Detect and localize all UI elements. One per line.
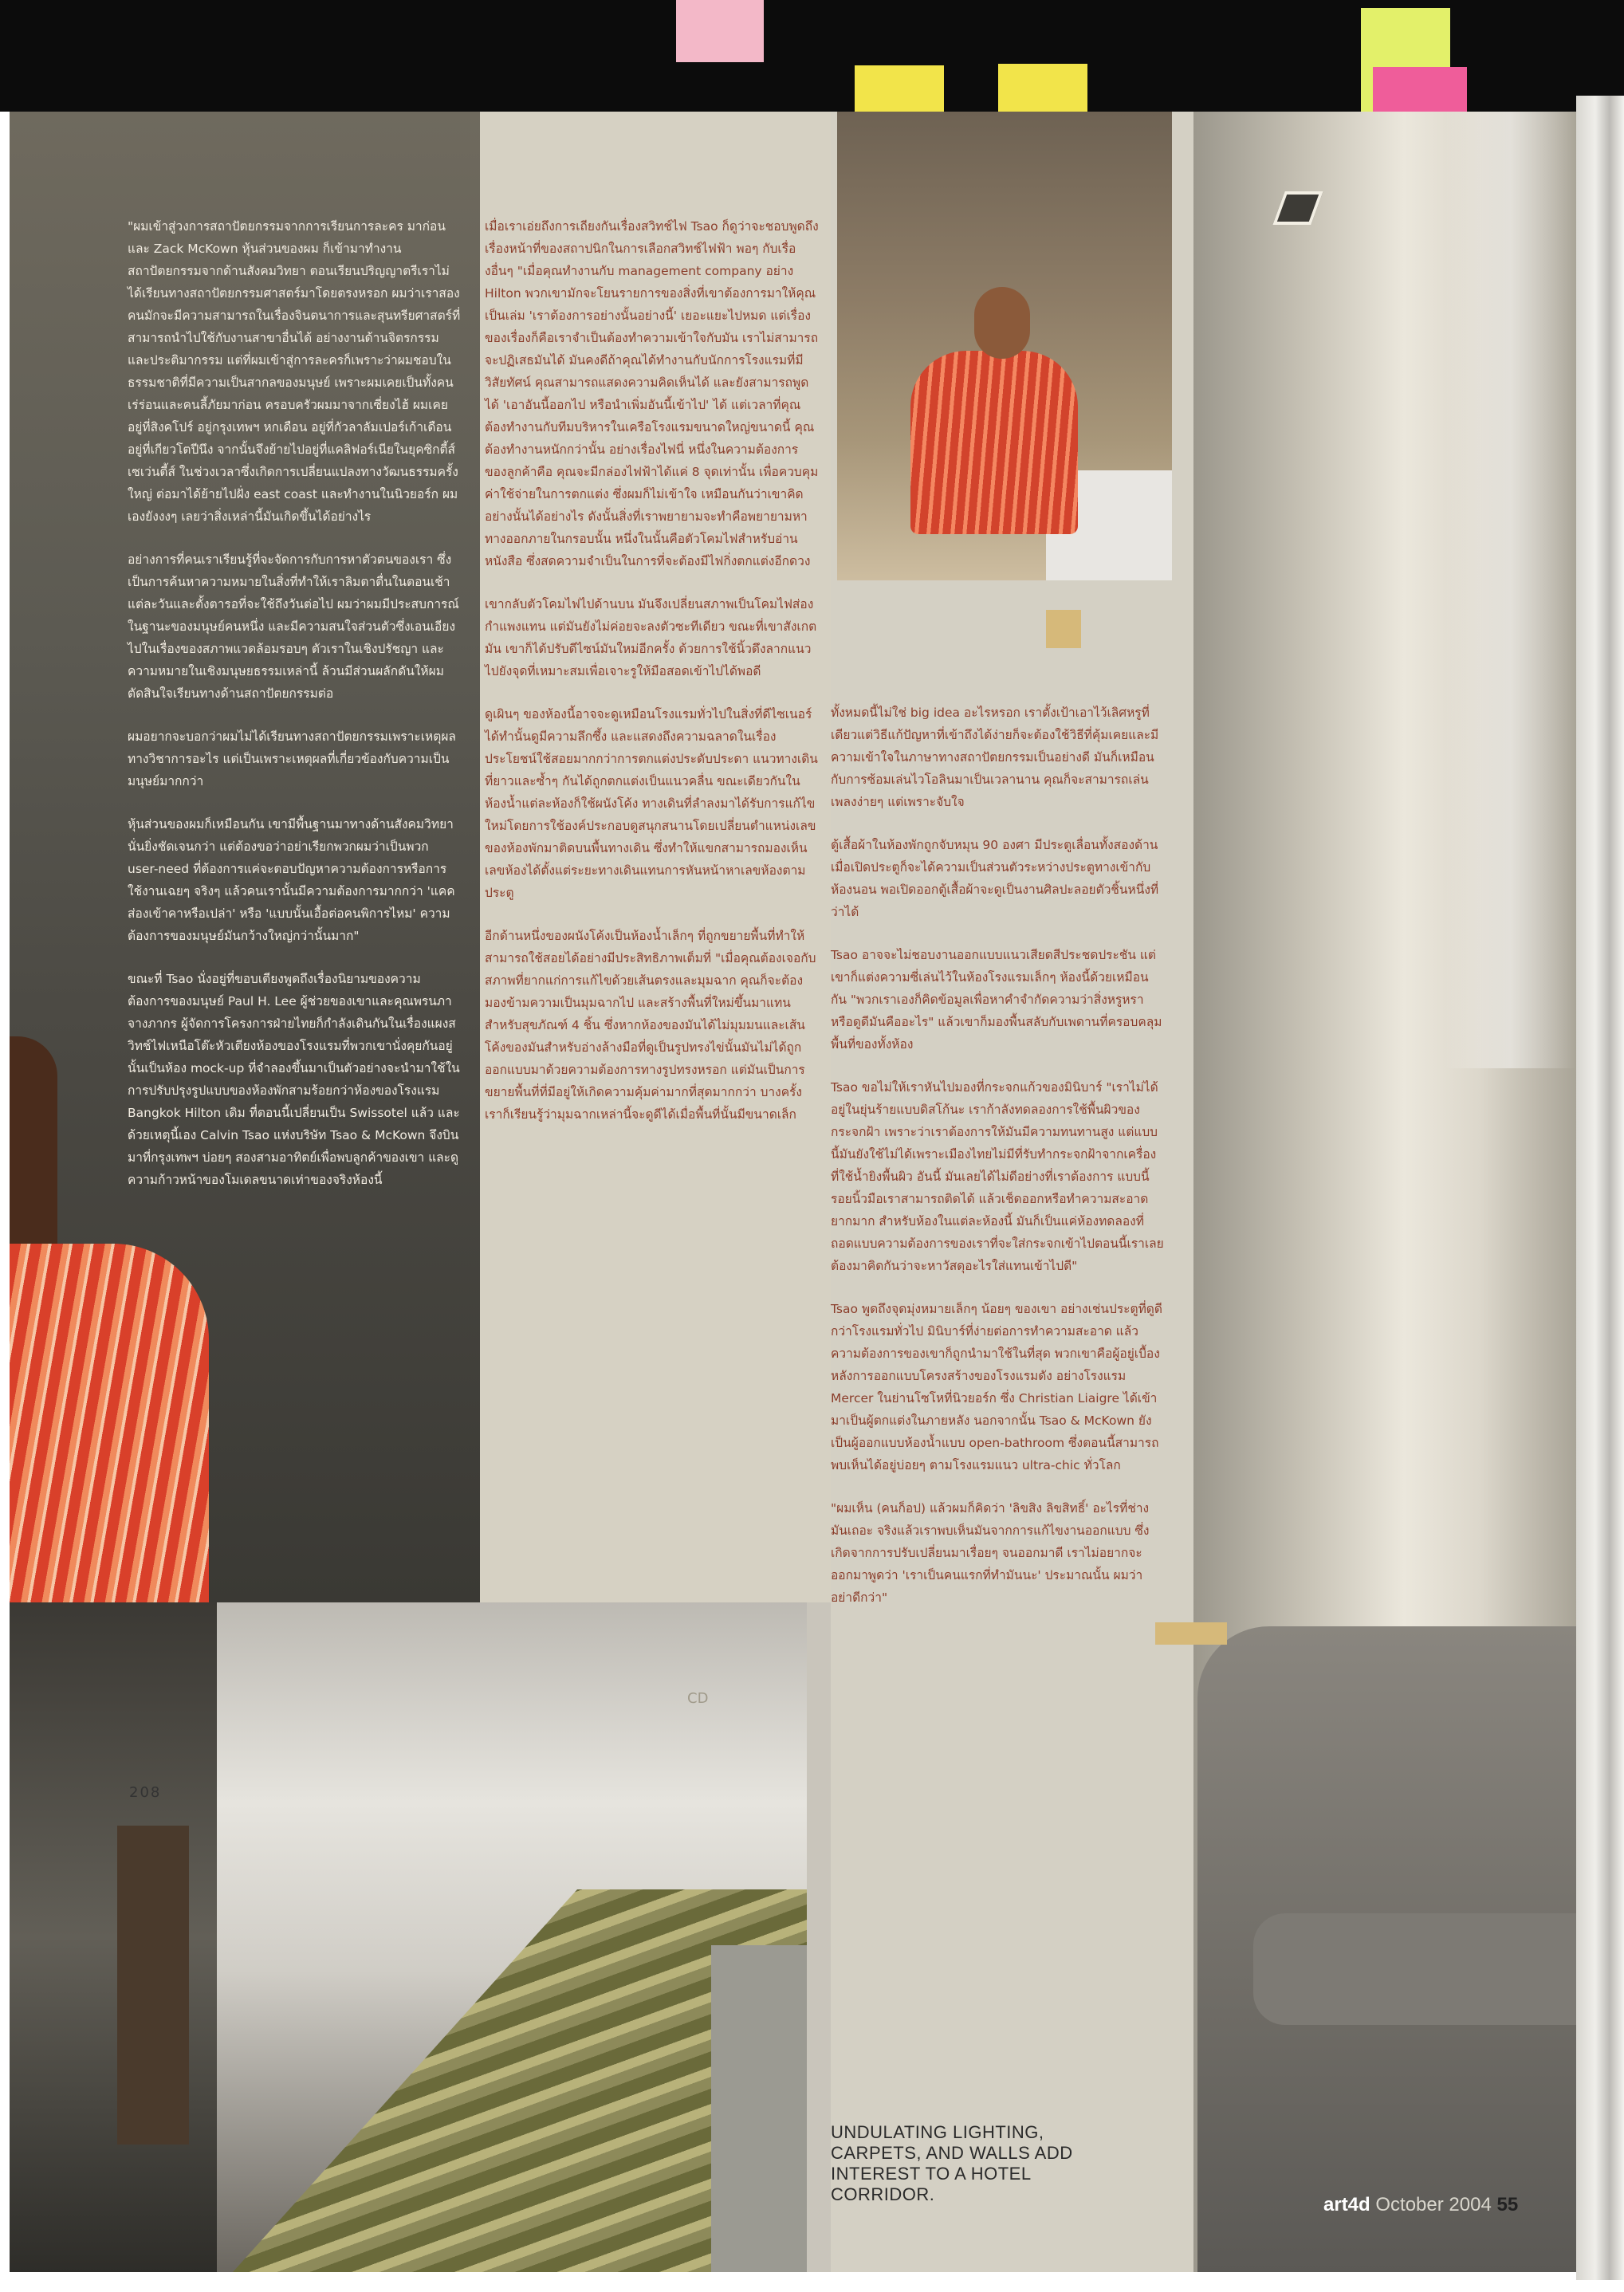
person-striped-shirt	[10, 1244, 209, 1602]
paragraph: Tsao พูดถึงจุดมุ่งหมายเล็กๆ น้อยๆ ของเขา อย่างเช่นประตูที่ดูดีกว่าโรงแรมทั่วไป มินิบาร์ที่ง่ายต่อการทำความสะอาด แล้วความต้องการของเขาก็ถูกนำมาใช้ในที่สุด พวกเขาคือผู้อยู่เบื้องหลังการออกแบบโครงสร้างของโรงแรมดัง อย่างโรงแรม Mercer ในย่านโซโหที่นิวยอร์ก ซึ่ง Christian Liaigre ได้เข้ามาเป็นผู้ตกแต่งในภายหลัง นอกจากนั้น Tsao & McKown ยังเป็นผู้ออกแบบห้องน้ำแบบ open-bathroom ซึ่งตอนนี้สามารถพบเห็นได้อยู่บ่อยๆ ตามโรงแรมแนว ultra-chic ทั่วโลก	[831, 1302, 1162, 1472]
article-column-1	[128, 215, 461, 1212]
photo-caption: UNDULATING LIGHTING, CARPETS, AND WALLS ADD INTEREST TO A HOTEL CORRIDOR.	[831, 2122, 1073, 2204]
paragraph: "ผมเข้าสู่วงการสถาปัตยกรรมจากการเรียนการละคร มาก่อน และ Zack McKown หุ้นส่วนของผม ก็เข้ามาทำงานสถาปัตยกรรมจากด้านสังคมวิทยา ตอนเรียนปริญญาตรีเราไม่ได้เรียนทางสถาปัตยกรรมศาสตร์มาโดยตรงหรอก ผมว่าเราสองคนมักจะมีความสามารถในเรื่องจินตนาการและสุนทรียศาสตร์ที่สามารถนำไปใช้กับงานสาขาอื่นได้ อย่างงานด้านจิตรกรรมและประติมากรรม แต่ที่ผมเข้าสู่การละครก็เพราะว่าผมชอบในธรรมชาติที่มีความเป็นสากลของมนุษย์ เพราะผมเคยเป็นทั้งคนเร่ร่อนและคนลี้ภัยมาก่อน ครอบครัวผมมาจากเซี่ยงไฮ้ ผมเคยอยู่ที่สิงคโปร์ อยู่กรุงเทพฯ หกเดือน อยู่ที่กัวลาลัมเปอร์เก้าเดือน อยู่ที่เกียวโตปีนึง จากนั้นจึงย้ายไปอยู่ที่แคลิฟอร์เนียในยุคซิกตี้ส์เซเว่นตี้ส์ ในช่วงเวลาซึ่งเกิดการเปลี่ยนแปลงทางวัฒนธรรมครั้งใหญ่ ต่อมาได้ย้ายไปฝั่ง east coast และทำงานในนิวยอร์ก ผมเองยังงงๆ เลยว่าสิ่งเหล่านี้มันเกิดขึ้นได้อย่างไร	[128, 219, 461, 524]
paragraph: อย่างการที่คนเราเรียนรู้ที่จะจัดการกับการหาตัวตนของเรา ซึ่งเป็นการค้นหาความหมายในสิ่งที่ทำให้เราลิมตาตื่นในตอนเช้าแต่ละวันและตั้งตารอที่จะใช้ถึงวันต่อไป ผมว่าผมมีประสบการณ์ในฐานะของมนุษย์คนหนึ่ง และมีความสนใจส่วนตัวซึ่งเอนเอียงไปในเรื่องของสภาพแวดล้อมรอบๆ ตัวเราในเชิงปรัชญา และความหมายในเชิงมนุษยธรรมเหล่านี้ ล้วนมีส่วนผลักดันให้ผมตัดสินใจเรียนทางด้านสถาปัตยกรรมต่อ	[128, 552, 459, 701]
page-folio	[1323, 2194, 1518, 2216]
handwritten-mark: CD	[687, 1690, 709, 1707]
tape-mark-1	[1046, 610, 1081, 648]
tape-mark-2	[1155, 1622, 1227, 1645]
curtain-light	[1445, 112, 1576, 1068]
article-column-2	[485, 215, 820, 1146]
paragraph: "ผมเห็น (คนก็อป) แล้วผมก็คิดว่า 'ลิขสิง ลิขสิทธิ์' อะไรที่ช่างมันเถอะ จริงแล้วเราพบเห็นมันจากการแก้ไขงานออกแบบ ซึ่งเกิดจากการปรับเปลี่ยนมาเรื่อยๆ จนออกมาดี เราไม่อยากจะออกมาพูดว่า 'เราเป็นคนแรกที่ทำมันนะ' ประมาณนั้น ผมว่าอย่าดีกว่า"	[831, 1501, 1150, 1605]
sticky-tab-yellow-1	[855, 65, 944, 113]
paragraph: อีกด้านหนึ่งของผนังโค้งเป็นห้องน้ำเล็กๆ ที่ถูกขยายพื้นที่ทำให้สามารถใช้สอยได้อย่างมีประสิทธิภาพเต็มที่ "เมื่อคุณต้องเจอกับสภาพที่ยากแก่การแก้ไขด้วยเส้นตรงและมุมฉาก คุณก็จะต้องมองข้ามความเป็นมุมฉากไป และสร้างพื้นที่ใหม่ขึ้นมาแทนสำหรับสุขภัณฑ์ 4 ชิ้น ซึ่งหากห้องของมันได้ไม่มุมมนและเส้นโค้งของมันสำหรับอ่างล้างมือที่ดูเป็นรูปทรงไข่นั้นมันไม่ได้ถูกออกแบบมาด้วยความต้องการทางรูปทรงหรอก แต่มันเป็นการขยายพื้นที่ที่มีอยู่ให้เกิดความคุ้มค่ามากที่สุดมากกว่า บางครั้งเราก็เรียนรู้ว่ามุมฉากเหล่านี้จะดูดีได้เมื่อพื้นที่นั้นมีขนาดเล็ก	[485, 929, 816, 1122]
publication-name: art4d	[1323, 2194, 1370, 2215]
sticky-tab-yellow-2	[998, 64, 1087, 113]
paragraph: ขณะที่ Tsao นั่งอยู่ที่ขอบเตียงพูดถึงเรื่องนิยามของความต้องการของมนุษย์ Paul H. Lee ผู้ช่วยของเขาและคุณพรนภา จางภากร ผู้จัดการโครงการฝ่ายไทยก็กำลังเดินกันในเรื่องแผงสวิทช์ไฟเหนือโต๊ะหัวเตียงห้องของโรงแรมที่พวกเขานั่งคุยกันอยู่นั้นเป็นห้อง mock-up ที่จำลองขึ้นมาเป็นตัวอย่างจะนำมาใช้ในการปรับปรุงรูปแบบของห้องพักสามร้อยกว่าห้องของโรงแรม Bangkok Hilton เดิม ที่ตอนนี้เปลี่ยนเป็น Swissotel แล้ว และด้วยเหตุนี้เอง Calvin Tsao แห่งบริษัท Tsao & McKown จึงบินมาที่กรุงเทพฯ บ่อยๆ สองสามอาทิตย์เพื่อพบลูกค้าของเขา และดูความก้าวหน้าของโมเดลขนาดเท่าของจริงห้องนี้	[128, 972, 460, 1187]
sticky-tab-hotpink	[1373, 67, 1467, 112]
portrait-person-shirt	[910, 351, 1078, 534]
paragraph: ทั้งหมดนี้ไม่ใช่ big idea อะไรหรอก เราตั้งเป้าเอาไว้เลิศหรูที่เดียวแต่วิธีแก้ปัญหาที่เข้าถึงได้ง่ายก็จะต้องใช้วิธีที่คุ้มเคยและมีความเข้าใจในภาษาทางสถาปัตยกรรมเป็นอย่างดี มันก็เหมือนกับการซ้อมเล่นไวโอลินมาเป็นเวลานาน คุณก็จะสามารถเล่นเพลงง่ายๆ แต่เพราะจับใจ	[831, 706, 1159, 809]
paragraph: ตู้เสื้อผ้าในห้องพักถูกจับหมุน 90 องศา มีประตูเลื่อนทั้งสองด้าน เมื่อเปิดประตูก็จะได้ความเป็นส่วนตัวระหว่างประตูทางเข้ากับห้องนอน พอเปิดออกตู้เสื้อผ้าจะดูเป็นงานศิลปะลอยตัวชิ้นหนึ่งที่ว่าได้	[831, 838, 1159, 919]
sticky-tab-pink	[676, 0, 764, 62]
corridor-door	[117, 1826, 189, 2145]
paragraph: หุ้นส่วนของผมก็เหมือนกัน เขามีพื้นฐานมาทางด้านสังคมวิทยา นั่นยิ่งชัดเจนกว่า แต่ต้องขอว่าอย่าเรียกพวกผมว่าเป็นพวก user-need ที่ต้องการแค่จะตอบปัญหาความต้องการหรือการใช้งานเฉยๆ จริงๆ แล้วคนเรานั้นมีความต้องการมากกว่า 'แคคส่องเข้าคาหรือเปล่า' หรือ 'แบบนั้นเอื้อต่อคนพิการไหม' ความต้องการของมนุษย์มันกว้างใหญ่กว่านั้นมาก"	[128, 817, 455, 943]
paragraph: Tsao อาจจะไม่ชอบงานออกแบบแนวเสียดสีประชดประชัน แต่เขาก็แต่งความซี่เล่นไว้ในห้องโรงแรมเล็กๆ ห้องนี้ด้วยเหมือนกัน "พวกเราเองก็คิดข้อมูลเพื่อหาคำจำกัดความว่าสิ่งหรูหราหรือดูดีมันคืออะไร" แล้วเขาก็มองพื้นสลับกับเพดานที่ครอบคลุมพื้นที่ของทั้งห้อง	[831, 948, 1162, 1052]
portrait-person-head	[974, 287, 1030, 359]
issue-date: October 2004	[1375, 2194, 1492, 2215]
page-number: 55	[1496, 2194, 1519, 2215]
corridor-rail	[711, 1945, 807, 2272]
article-column-3	[831, 702, 1164, 1630]
person-silhouette	[10, 1036, 57, 1244]
sofa-seat	[1253, 1913, 1576, 2025]
page-edge	[1576, 96, 1624, 2280]
paragraph: ผมอยากจะบอกว่าผมไม่ได้เรียนทางสถาปัตยกรรมเพราะเหตุผลทางวิชาการอะไร แต่เป็นเพราะเหตุผลที่เกี่ยวข้องกับความเป็นมนุษย์มากกว่า	[128, 729, 456, 788]
paragraph: เมื่อเราเอ่ยถึงการเถียงกันเรื่องสวิทช์ไฟ Tsao ก็ดูว่าจะชอบพูดถึงเรื่องหน้าที่ของสถาปนิกในการเลือกสวิทช์ไฟฟ้า พอๆ กับเรื่องอื่นๆ "เมื่อคุณทำงานกับ management company อย่าง Hilton พวกเขามักจะโยนรายการของสิ่งที่เขาต้องการมาให้คุณเป็นเล่ม 'เราต้องการอย่างนั้นอย่างนี้' เยอะแยะไปหมด แต่เรื่องของเรื่องก็คือเราจำเป็นต้องทำความเข้าใจกับมัน เราไม่สามารถจะปฏิเสธมันได้ มันคงดีถ้าคุณได้ทำงานกับนักการโรงแรมที่มีวิสัยทัศน์ คุณสามารถแสดงความคิดเห็นได้ และยังสามารถพูดได้ 'เอาอันนี้ออกไป หรือนำเพิ่มอันนี้เข้าไป' ได้ แต่เวลาที่คุณต้องทำงานกับทีมบริหารในเครือโรงแรมขนาดใหญ่ขนาดนี้ คุณต้องทำงานหนักกว่านั้น อย่างเรื่องไฟนี่ หนึ่งในความต้องการของลูกค้าคือ คุณจะมีกล่องไฟฟ้าได้แค่ 8 จุดเท่านั้น เพื่อควบคุมค่าใช้จ่ายในการตกแต่ง ซึ่งผมก็ไม่เข้าใจ เหมือนกันว่าเขาคิดอย่างนั้นได้อย่างไร ดังนั้นสิ่งที่เราพยายามจะทำคือพยายามหาทางออกภายในกรอบนั้น หนึ่งในนั้นคือตัวโคมไฟสำหรับอ่านหนังสือ ซึ่งสดความจำเป็นในการที่จะต้องมีไฟกิ่งตกแต่งอีกดวง	[485, 219, 819, 568]
room-number: 208	[129, 1784, 162, 1801]
paragraph: Tsao ขอไม่ให้เราหันไปมองที่กระจกแก้วของมินิบาร์ "เราไม่ได้อยู่ในยุ่นร้ายแบบดิสโก้นะ เราก้าลังทดลองการใช้พื้นผิวของกระจกฝ้า เพราะว่าเราต้องการให้มันมีความทนทานสูง แต่แบบนี้มันยังใช้ไม่ได้เพราะเมืองไทยไม่มีที่รับทำกระจกฝ้าจากเครื่องที่ใช้น้ำยิงพื้นผิว อันนี้ มันเลยได้ไม่ดีอย่างที่เราต้องการ แบบนี้รอยนิ้วมือเราสามารถติดได้ แล้วเช็ดออกหรือทำความสะอาดยากมาก สำหรับห้องในแต่ละห้องนี้ มันก็เป็นแค่ห้องทดลองที่ถอดแบบความต้องการของเราที่จะใส่กระจกเข้าไปตอนนี้เราเลยต้องมาคิดกันว่าจะหาวัสดุอะไรใส่แทนเข้าไปดี"	[831, 1080, 1164, 1273]
magazine-page	[10, 112, 1576, 2272]
paragraph: เขากลับตัวโคมไฟไปด้านบน มันจึงเปลี่ยนสภาพเป็นโคมไฟส่องกำแพงแทน แต่มันยังไม่ค่อยจะลงตัวซะทีเดียว ขณะที่เขาสังเกตมัน เขาก็ได้ปรับดีไซน์มันใหม่อีกครั้ง ด้วยการใช้นิ้วดึงลากแนวไปยังจุดที่เหมาะสมเพื่อเจาะรูให้มือสอดเข้าไปได้พอดี	[485, 597, 817, 678]
paragraph: ดูเผินๆ ของห้องนี้อาจจะดูเหมือนโรงแรมทั่วไปในสิ่งที่ดีไซเนอร์ได้ทำนั้นดูมีความลึกซึ้ง และแสดงถึงความฉลาดในเรื่องประโยชน์ใช้สอยมากกว่าการตกแต่งประดับประดา แนวทางเดินที่ยาวและซ้ำๆ กันได้ถูกตกแต่งเป็นแนวคลื่น ขณะเดียวกันในห้องน้ำแต่ละห้องก็ใช้ผนังโค้ง ทางเดินที่ลำลงมาได้รับการแก้ไขใหม่โดยการใช้องค์ประกอบดูสนุกสนานโดยเปลี่ยนตำแหน่งเลขของห้องพักมาติดบนพื้นทางเดิน ซึ่งทำให้แขกสามารถมองเห็นเลขห้องได้ตั้งแต่ระยะทางเดินแทนการหันหน้าหาเลขห้องตามประตู	[485, 707, 818, 900]
